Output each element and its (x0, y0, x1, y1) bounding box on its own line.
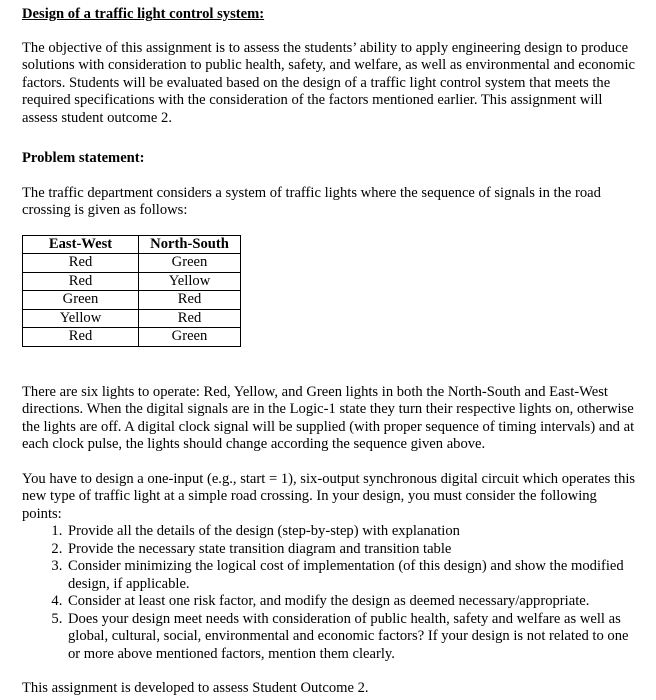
table-cell: Green (23, 291, 139, 310)
signal-sequence-table (22, 235, 241, 347)
assignment-document (22, 6, 637, 698)
lights-paragraph: There are six lights to operate: Red, Yellow, and Green lights in both the North-South and East-West directions. When the digital signals are in the Logic-1 state they turn their respective lights on, otherwise the lights are off. A digital clock signal will be supplied (with proper sequence of timing intervals) and at each clock pulse, the lights should change according the sequence given above. (22, 383, 635, 452)
intro-paragraph: The objective of this assignment is to assess the students’ ability to apply engineering design to produce solutions with consideration to public health, safety, and welfare, as well as environmental and economic factors. Students will be evaluated based on the design of a traffic light control system that meets the required specifications with the consideration of the factors mentioned earlier. This assignment will assess student outcome 2. (22, 39, 636, 126)
table-cell: Yellow (139, 272, 241, 291)
table-cell: Red (139, 291, 241, 310)
table-cell: Green (139, 254, 241, 273)
column-header-north-south: North-South (139, 235, 241, 254)
table-cell: Yellow (23, 309, 139, 328)
table-cell: Red (23, 328, 139, 347)
table-row (23, 328, 241, 347)
design-points-list (22, 523, 637, 663)
problem-paragraph: The traffic department considers a system of traffic lights where the sequence of signals in the road crossing is given as follows: (22, 184, 601, 218)
table-header-row (23, 235, 241, 254)
table-cell: Red (23, 254, 139, 273)
list-item: 2. Provide the necessary state transition diagram and transition table (66, 541, 637, 559)
table-cell: Red (23, 272, 139, 291)
table-row (23, 309, 241, 328)
table-row (23, 291, 241, 310)
list-item: 4. Consider at least one risk factor, and modify the design as deemed necessary/appropriate. (66, 593, 637, 611)
list-item: 3. Consider minimizing the logical cost of implementation (of this design) and show the modified design, if applicable. (66, 558, 637, 593)
design-paragraph: You have to design a one-input (e.g., start = 1), six-output synchronous digital circuit which operates this new type of traffic light at a simple road crossing. In your design, you must consider the following points: (22, 470, 636, 522)
closing-paragraph: This assignment is developed to assess Student Outcome 2. (22, 680, 369, 696)
list-item: 1. Provide all the details of the design (step-by-step) with explanation (66, 523, 637, 541)
table-cell: Green (139, 328, 241, 347)
problem-statement-heading: Problem statement: (22, 150, 145, 166)
document-title: Design of a traffic light control system: (22, 6, 265, 22)
column-header-east-west: East-West (23, 235, 139, 254)
table-cell: Red (139, 309, 241, 328)
table-row (23, 272, 241, 291)
table-row (23, 254, 241, 273)
list-item: 5. Does your design meet needs with consideration of public health, safety and welfare as well as global, cultural, social, environmental and economic factors? If your design is not related to one or more above mentioned factors, mention them clearly. (66, 611, 637, 664)
